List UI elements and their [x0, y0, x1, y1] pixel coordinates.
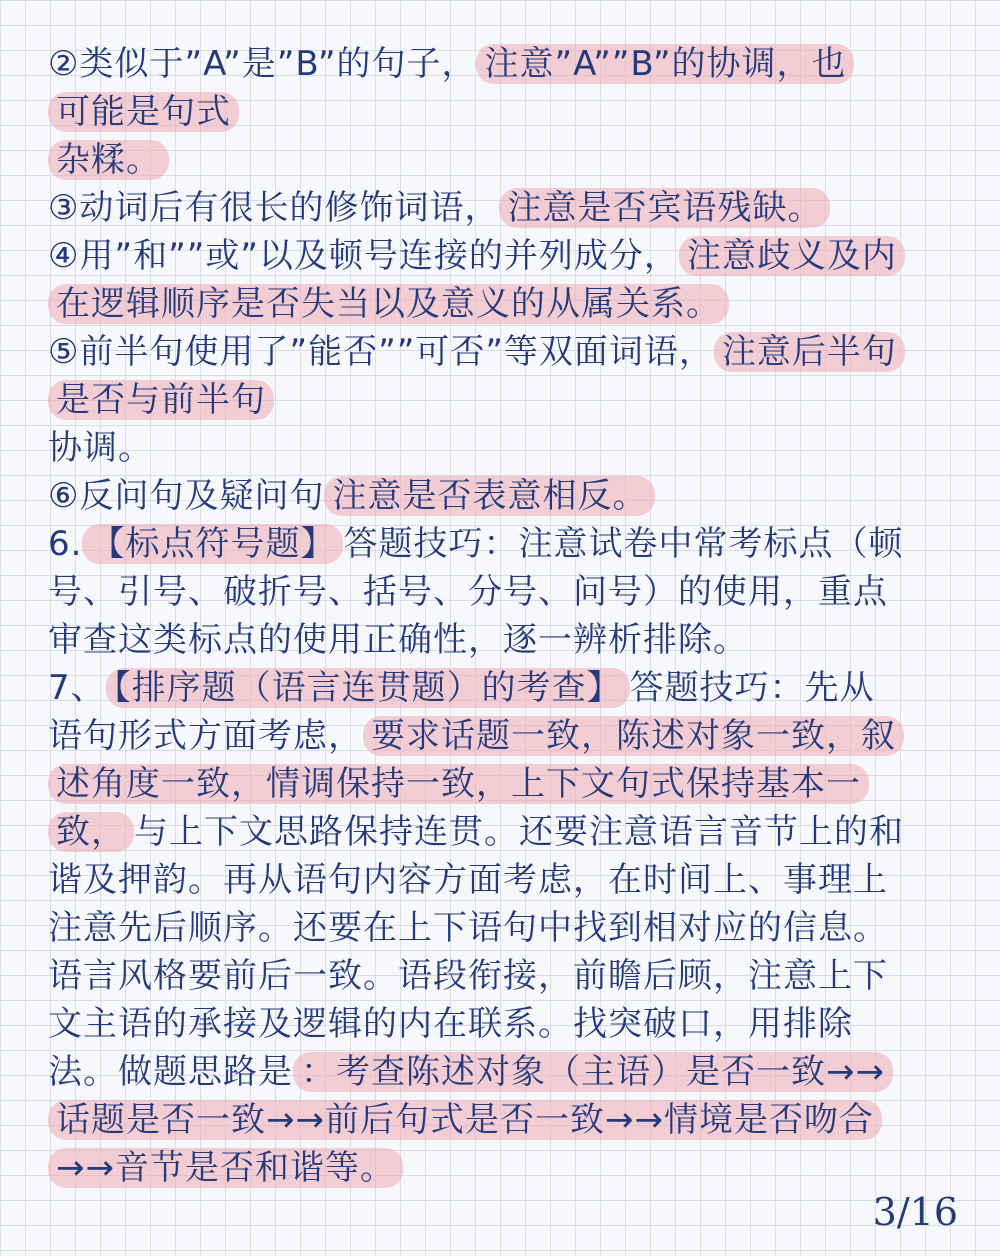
note-line: ⑥反问句及疑问句 注意是否表意相反。 [48, 472, 978, 520]
note-line [48, 1144, 978, 1192]
note-line: 7、 【排序题（语言连贯题）的考查】 答题技巧：先从 [48, 668, 875, 708]
note-line [48, 136, 978, 184]
highlight: 注意”A””B”的协调，也 [476, 44, 854, 84]
note-line: 协调。 [48, 428, 153, 468]
highlight: 注意后半句 [714, 332, 905, 372]
note-line: ②类似于”A”是”B”的句子， 注意”A””B”的协调，也 [48, 40, 978, 88]
highlight: 在逻辑顺序是否失当以及意义的从属关系。 [48, 284, 729, 324]
highlight: →→音节是否和谐等。 [48, 1148, 403, 1188]
highlight: 述角度一致，情调保持一致，上下文句式保持基本一 [48, 764, 869, 804]
note-line: 6. 【标点符号题】 答题技巧：注意试卷中常考标点（顿 [48, 524, 904, 564]
note-line: 谐及押韵。再从语句内容方面考虑，在时间上、事理上 [48, 860, 888, 900]
highlight: 注意歧义及内 [679, 236, 905, 276]
note-line: 号、引号、破折号、括号、分号、问号）的使用，重点 [48, 572, 888, 612]
highlight: 杂糅。 [48, 140, 169, 180]
notes-page [48, 40, 978, 1192]
note-line: 审查这类标点的使用正确性，逐一辨析排除。 [48, 620, 748, 660]
highlight: 致， [48, 812, 134, 852]
highlight: 可能是句式 [48, 92, 239, 132]
highlight: 要求话题一致，陈述对象一致，叙 [363, 716, 904, 756]
note-line: 文主语的承接及逻辑的内在联系。找突破口，用排除 [48, 1004, 853, 1044]
highlight: ：考查陈述对象（主语）是否一致→→ [293, 1052, 893, 1092]
note-line [48, 280, 978, 328]
note-line: ③动词后有很长的修饰词语， 注意是否宾语残缺。 [48, 184, 978, 232]
note-line: 语句形式方面考虑， 要求话题一致，陈述对象一致，叙 [48, 712, 978, 760]
note-line: ④用”和””或”以及顿号连接的并列成分， 注意歧义及内 [48, 232, 978, 280]
note-line [48, 88, 978, 136]
note-line: ⑤前半句使用了”能否””可否”等双面词语， 注意后半句 [48, 328, 978, 376]
note-line: 注意先后顺序。还要在上下语句中找到相对应的信息。 [48, 908, 888, 948]
note-line: 法。做题思路是 ：考查陈述对象（主语）是否一致→→ [48, 1048, 978, 1096]
page-number: 3/16 [872, 1190, 958, 1234]
note-line [48, 1096, 978, 1144]
highlight: 注意是否表意相反。 [324, 476, 655, 516]
note-line [48, 760, 978, 808]
highlight: 是否与前半句 [48, 380, 274, 420]
note-line: 致， 与上下文思路保持连贯。还要注意语言音节上的和 [48, 808, 978, 856]
note-line: 语言风格要前后一致。语段衔接，前瞻后顾，注意上下 [48, 956, 888, 996]
note-line [48, 376, 978, 424]
highlight: 话题是否一致→→前后句式是否一致→→情境是否吻合 [48, 1100, 882, 1140]
highlight: 注意是否宾语残缺。 [499, 188, 830, 228]
highlight: 【排序题（语言连贯题）的考查】 [106, 668, 630, 708]
highlight: 【标点符号题】 [82, 524, 343, 564]
